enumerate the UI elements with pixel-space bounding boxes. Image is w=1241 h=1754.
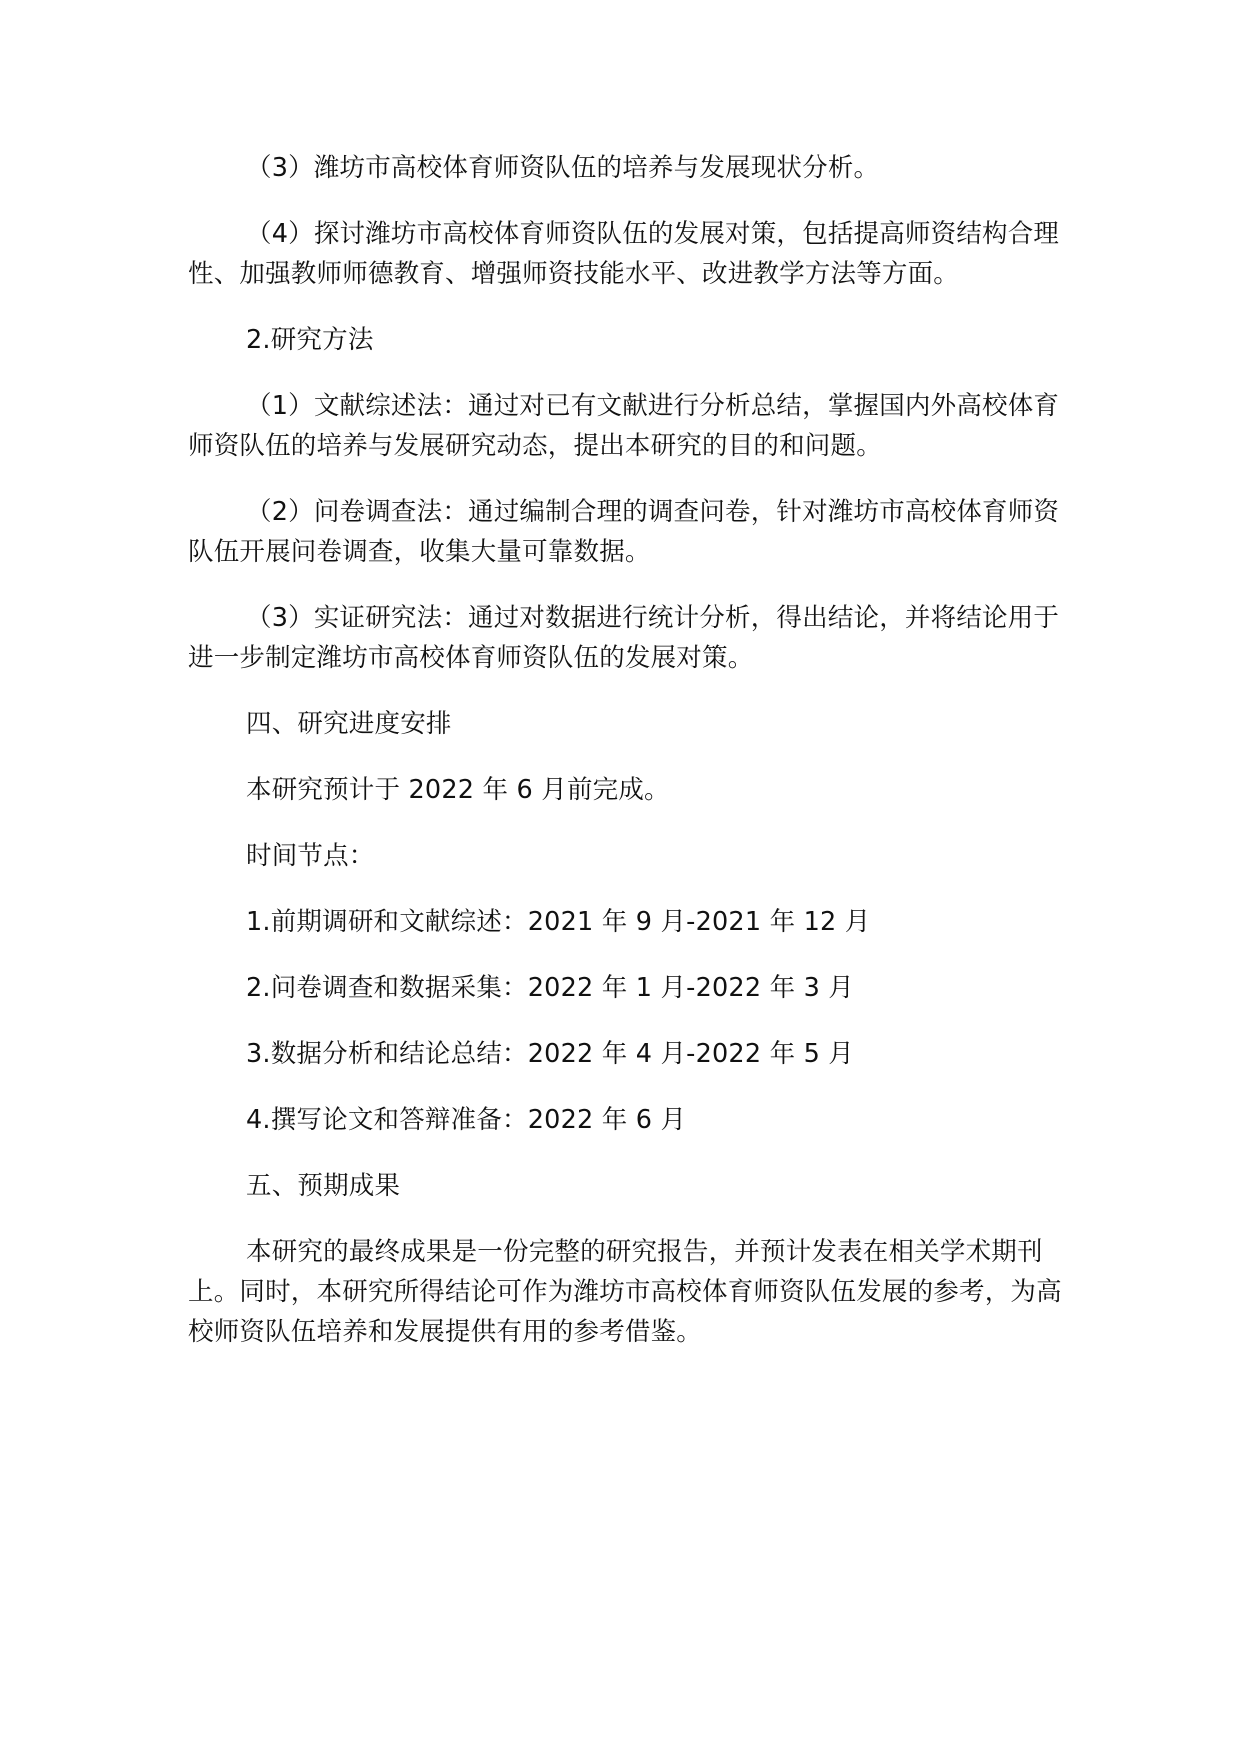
label-time-nodes: 时间节点： <box>246 841 375 871</box>
paragraph-objective-4: （4）探讨潍坊市高校体育师资队伍的发展对策，包括提高师资结构合理性、加强教师师德教育、增强师资技能水平、改进教学方法等方面。 <box>188 219 1060 289</box>
schedule-item-4: 4.撰写论文和答辩准备：2022 年 6 月 <box>246 1105 687 1135</box>
paragraph-completion-date: 本研究预计于 2022 年 6 月前完成。 <box>246 775 670 805</box>
document-body <box>188 148 1066 1378</box>
schedule-item-2: 2.问卷调查和数据采集：2022 年 1 月-2022 年 3 月 <box>246 973 855 1003</box>
heading-research-methods: 2.研究方法 <box>246 325 374 355</box>
paragraph-method-questionnaire: （2）问卷调查法：通过编制合理的调查问卷，针对潍坊市高校体育师资队伍开展问卷调查，收集大量可靠数据。 <box>188 497 1060 567</box>
paragraph-method-literature: （1）文献综述法：通过对已有文献进行分析总结，掌握国内外高校体育师资队伍的培养与发展研究动态，提出本研究的目的和问题。 <box>188 391 1060 461</box>
paragraph-objective-3: （3）潍坊市高校体育师资队伍的培养与发展现状分析。 <box>246 153 880 183</box>
paragraph-method-empirical: （3）实证研究法：通过对数据进行统计分析，得出结论，并将结论用于进一步制定潍坊市高校体育师资队伍的发展对策。 <box>188 603 1060 673</box>
paragraph-expected-results: 本研究的最终成果是一份完整的研究报告，并预计发表在相关学术期刊上。同时，本研究所得结论可作为潍坊市高校体育师资队伍发展的参考，为高校师资队伍培养和发展提供有用的参考借鉴。 <box>188 1237 1062 1347</box>
heading-expected-results: 五、预期成果 <box>246 1171 401 1201</box>
schedule-item-3: 3.数据分析和结论总结：2022 年 4 月-2022 年 5 月 <box>246 1039 855 1069</box>
schedule-item-1: 1.前期调研和文献综述：2021 年 9 月-2021 年 12 月 <box>246 907 871 937</box>
heading-research-schedule: 四、研究进度安排 <box>246 709 452 739</box>
